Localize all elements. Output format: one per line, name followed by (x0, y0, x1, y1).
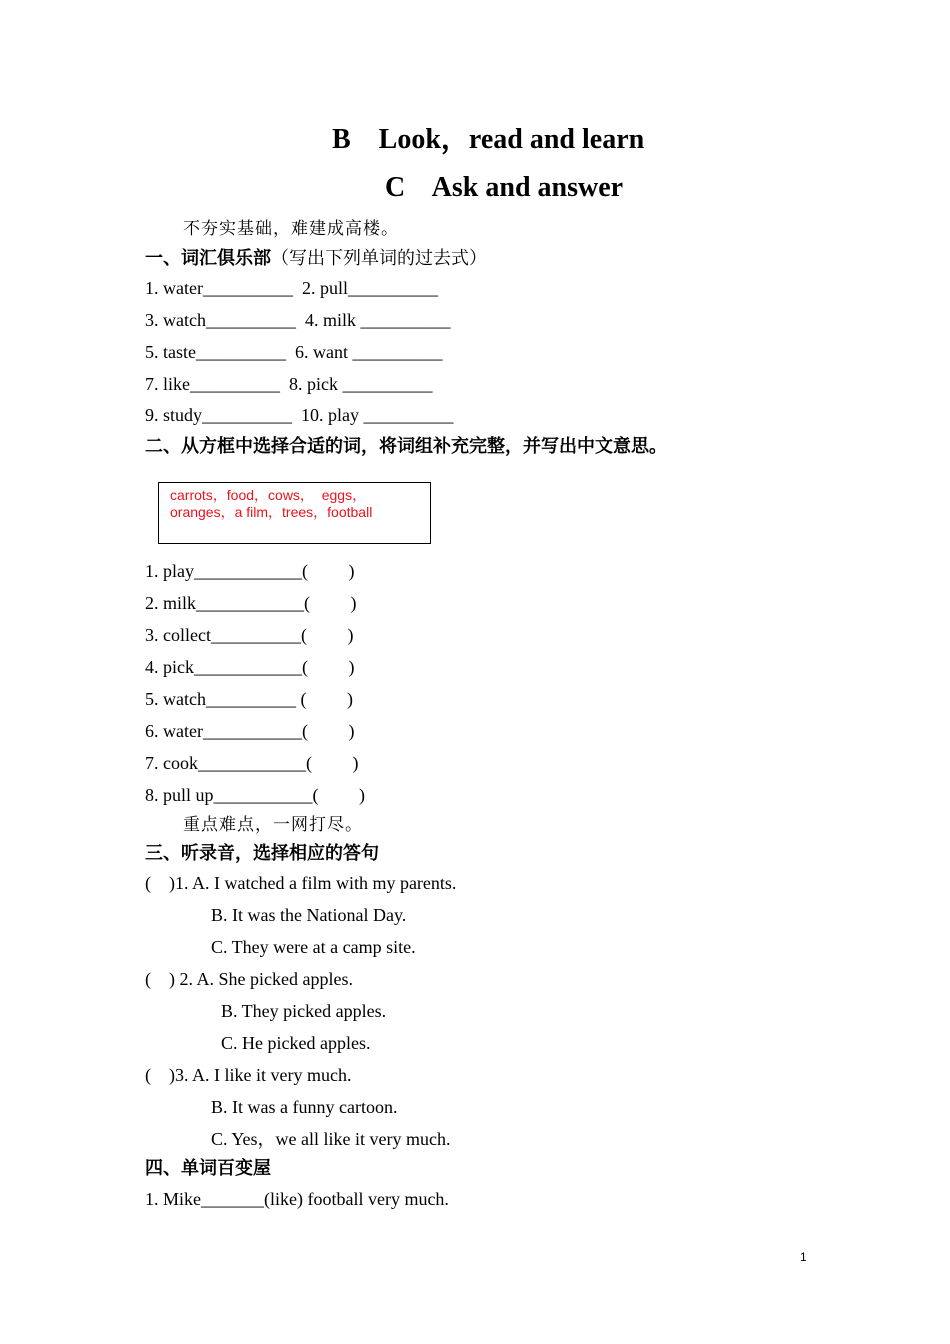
section4-heading (145, 1157, 271, 1180)
question-stem: ( )3. A. I like it very much. (145, 1065, 352, 1085)
question-stem: ( ) 2. A. She picked apples. (145, 969, 353, 989)
word-box-text (170, 487, 372, 521)
answer-option: B. It was a funny cartoon. (211, 1097, 398, 1117)
motto-key-points: 重点难点，一网打尽。 (183, 815, 363, 834)
title-b: B Look，read and learn (332, 124, 645, 155)
answer-option: C. They were at a camp site. (211, 937, 416, 957)
phrase-item: 3. collect__________( ) (145, 625, 354, 645)
phrase-item: 2. milk____________( ) (145, 593, 357, 613)
section3-title: 三、听录音，选择相应的答句 (145, 843, 379, 864)
answer-option: C. He picked apples. (221, 1033, 371, 1053)
section3-heading (145, 842, 379, 865)
answer-option: B. They picked apples. (221, 1001, 387, 1021)
section2-title: 二、从方框中选择合适的词，将词组补充完整，并写出中文意思。 (145, 436, 667, 457)
word-form-item: 1. Mike_______(like) football very much. (145, 1189, 449, 1209)
vocab-row: 9. study__________ 10. play __________ (145, 405, 454, 425)
vocab-row: 7. like__________ 8. pick __________ (145, 374, 433, 394)
answer-option: C. Yes，we all like it very much. (211, 1129, 451, 1149)
vocab-row: 3. watch__________ 4. milk __________ (145, 310, 451, 330)
title-c: C Ask and answer (385, 172, 624, 203)
phrase-item: 7. cook____________( ) (145, 753, 359, 773)
page-number: 1 (800, 1250, 807, 1264)
section1-title: 一、词汇俱乐部 (145, 248, 271, 269)
word-box (158, 482, 431, 544)
section1-heading (145, 247, 487, 270)
word-box-line: carrots，food，cows， eggs， (170, 487, 367, 503)
phrase-item: 6. water___________( ) (145, 721, 355, 741)
phrase-item: 1. play____________( ) (145, 561, 355, 581)
section1-note: （写出下列单词的过去式） (271, 248, 487, 269)
vocab-row: 5. taste__________ 6. want __________ (145, 342, 443, 362)
phrase-item: 5. watch__________ ( ) (145, 689, 353, 709)
word-box-line: oranges，a film，trees，football (170, 504, 373, 520)
answer-option: B. It was the National Day. (211, 905, 407, 925)
section2-heading (145, 435, 667, 458)
vocab-row: 1. water__________ 2. pull__________ (145, 278, 438, 298)
motto-foundation: 不夯实基础，难建成高楼。 (183, 219, 399, 238)
phrase-item: 8. pull up___________( ) (145, 785, 365, 805)
phrase-item: 4. pick____________( ) (145, 657, 355, 677)
section4-title: 四、单词百变屋 (145, 1158, 271, 1179)
question-stem: ( )1. A. I watched a film with my parents. (145, 873, 457, 893)
